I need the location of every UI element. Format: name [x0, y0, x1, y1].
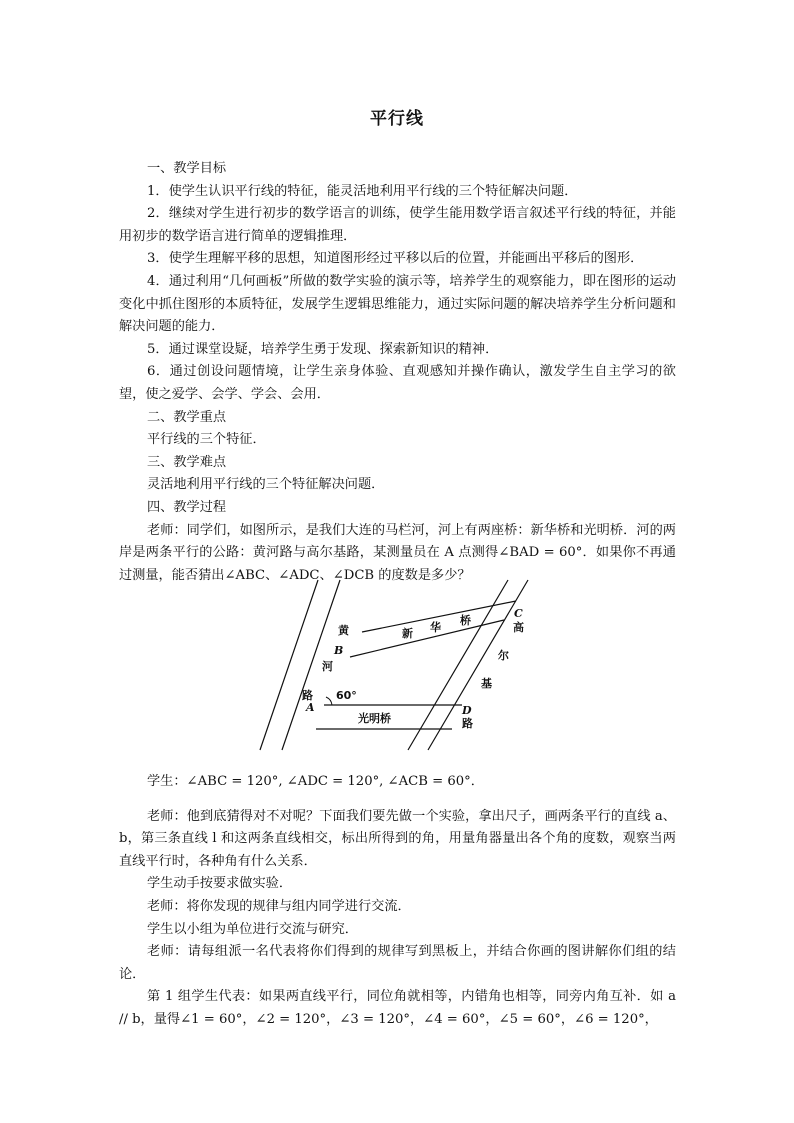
body-section-2: [119, 771, 676, 1032]
angle-arc: [326, 697, 332, 705]
xinhua-bridge-bottom: [350, 620, 504, 657]
right-road-char: 路: [462, 717, 473, 730]
left-road-char: 黄: [338, 624, 349, 637]
left-road-line-outer: [260, 580, 318, 750]
right-road-line-outer: [428, 580, 528, 750]
heading-process: 四、教学过程: [147, 499, 227, 515]
paragraph: 老师：同学们，如图所示，是我们大连的马栏河，河上有两座桥：新华桥和光明桥．河的两岸是两条平行的公路：黄河路与高尔基路，某测量员在 A 点测得∠BAD = 60°．如果你不再通过测量，能否猜出∠ABC、∠ADC、∠DCB 的度数是多少？: [119, 522, 676, 583]
paragraph: 5．通过课堂设疑，培养学生勇于发现、探索新知识的精神．: [147, 341, 499, 357]
paragraph: 第 1 组学生代表：如果两直线平行，同位角就相等，内错角也相等，同旁内角互补．如 a // b，量得∠1 = 60°，∠2 = 120°，∠3 = 120°，∠4 = 60°，∠5 = 60°，∠6 = 120°，: [119, 989, 676, 1027]
paragraph: 4．通过利用“几何画板”所做的数学实验的演示等，培养学生的观察能力，即在图形的运动变化中抓住图形的本质特征，发展学生逻辑思维能力，通过实际问题的解决培养学生分析问题和解决问题的能力．: [119, 273, 676, 335]
guangming-bridge-label: 光明桥: [358, 712, 391, 725]
spacer: [119, 794, 676, 806]
page-title: 平行线: [370, 109, 424, 129]
heading-objectives: 一、教学目标: [147, 161, 227, 176]
xinhua-bridge-char: 桥: [460, 614, 471, 627]
figure-svg: [250, 575, 550, 765]
heading-difficulties: 三、教学难点: [147, 454, 227, 470]
right-road-char: 高: [513, 621, 524, 634]
xinhua-bridge-char: 华: [430, 621, 441, 634]
left-road-char: 河: [322, 660, 333, 673]
angle-label: 60°: [336, 689, 357, 702]
body-section-1: [119, 158, 676, 587]
point-label-D: D: [462, 704, 472, 717]
point-label-C: C: [514, 607, 523, 620]
right-road-char: 基: [481, 677, 492, 690]
paragraph: 3．使学生理解平移的思想，知道图形经过平移以后的位置，并能画出平移后的图形．: [147, 251, 644, 267]
river-bridge-figure: [250, 575, 550, 765]
left-road-char: 路: [302, 689, 313, 702]
paragraph: 6．通过创设问题情境，让学生亲身体验、直观感知并操作确认，激发学生自主学习的欲望，使之爱学、会学、学会、会用．: [119, 364, 676, 402]
paragraph: 老师：请每组派一名代表将你们得到的规律写到黑板上，并结合你画的图讲解你们组的结论．: [119, 944, 676, 982]
paragraph: 灵活地利用平行线的三个特征解决问题．: [147, 477, 385, 493]
paragraph-student-answer: 学生：∠ABC = 120°, ∠ADC = 120°, ∠ACB = 60°．: [147, 774, 484, 789]
paragraph: 学生以小组为单位进行交流与研究．: [147, 921, 358, 937]
right-road-char: 尔: [498, 649, 509, 662]
paragraph: 老师：将你发现的规律与组内同学进行交流．: [147, 898, 411, 914]
xinhua-bridge-char: 新: [402, 627, 413, 640]
paragraph: 平行线的三个特征．: [147, 432, 266, 448]
paragraph: 老师：他到底猜得对不对呢？下面我们要先做一个实验，拿出尺子，画两条平行的直线 a、b，第三条直线 l 和这两条直线相交，标出所得到的角，用量角器量出各个角的度数，观察当两直线平行时，各种角有什么关系．: [119, 808, 676, 869]
paragraph: 2．继续对学生进行初步的数学语言的训练，使学生能用数学语言叙述平行线的特征，并能用初步的数学语言进行简单的逻辑推理．: [119, 206, 676, 244]
heading-key-points: 二、教学重点: [147, 409, 227, 425]
point-label-A: A: [306, 701, 315, 714]
point-label-B: B: [334, 644, 344, 657]
paragraph: 1．使学生认识平行线的特征，能灵活地利用平行线的三个特征解决问题．: [147, 183, 578, 199]
paragraph: 学生动手按要求做实验．: [147, 876, 293, 892]
